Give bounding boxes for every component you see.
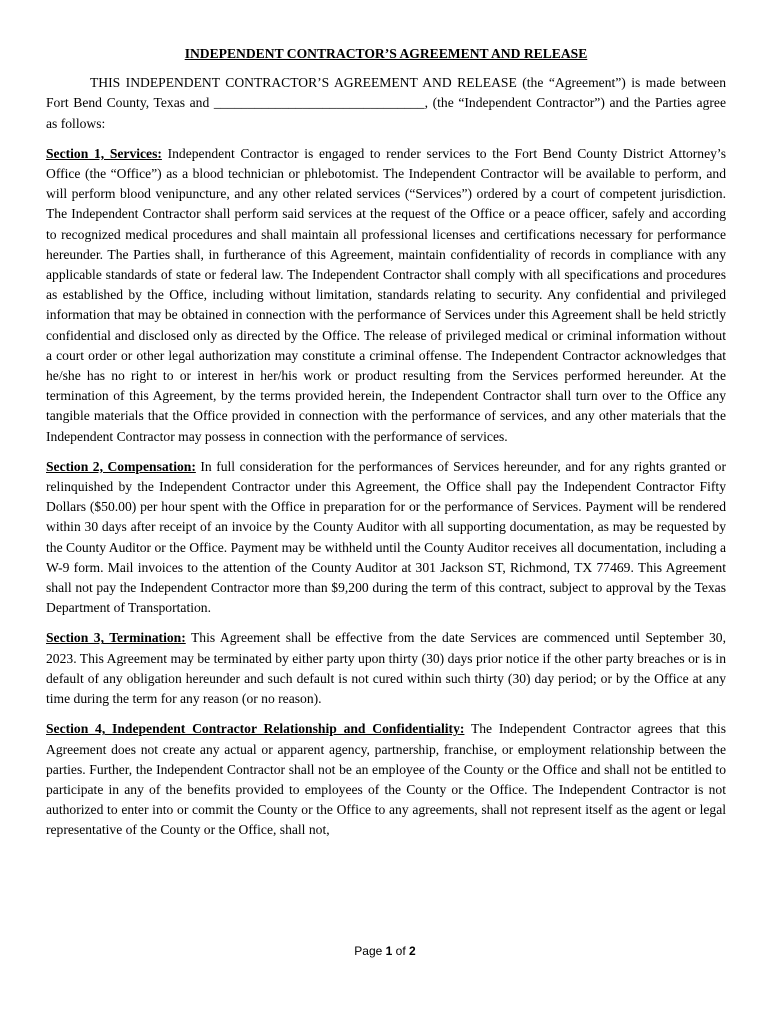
document-title: INDEPENDENT CONTRACTOR’S AGREEMENT AND RELEASE [184,46,588,61]
intro-paragraph: THIS INDEPENDENT CONTRACTOR’S AGREEMENT AND RELEASE (the “Agreement”) is made between Fort Bend County, Texas and _______________________________, (the “Independent Contractor”) and the Parties agree as follows: [46,75,726,131]
page-footer [0,943,770,959]
section-text: Independent Contractor is engaged to render services to the Fort Bend County District Attorney’s Office (the “Office”) as a blood technician or phlebotomist. The Independent Contractor will be available to perform, and will perform blood venipuncture, and any other related services (“Services”) ordered by a court of competent jurisdiction. The Independent Contractor shall perform said services at the request of the Office or a peace officer, safely and according to recognized medical procedures and shall maintain all professional licenses and certifications necessary for performance hereunder. The Parties shall, in furtherance of this Agreement, maintain confidentiality of records in compliance with any applicable standards of state or federal law. The Independent Contractor shall comply with all specifications and procedures as established by the Office, including without limitation, standards relating to security. Any confidential and privileged information that may be obtained in connection with the performance of Services under this Agreement shall be held strictly confidential and disclosed only as directed by the Office. The release of privileged medical or criminal information without a court order or other legal authorization may constitute a criminal offense. The Independent Contractor acknowledges that he/she has no right to or interest in her/his work or product resulting from the Services performed hereunder. At the termination of this Agreement, by the terms provided herein, the Independent Contractor shall turn over to the Office any tangible materials that the Office provided in connection with the performance of services, and any other materials that the Independent Contractor may possess in connection with the performance of services. [46,145,726,444]
section-heading: Section 3, Termination: [46,630,186,646]
section-heading: Section 1, Services: [46,145,162,161]
page-total: 2 [409,944,416,958]
section-relationship [46,719,726,840]
page-label: Page [354,944,383,958]
section-termination [46,628,726,709]
section-services [46,144,726,447]
section-text: This Agreement shall be effective from the date Services are commenced until September 30, 2023. This Agreement may be terminated by either party upon thirty (30) days prior notice if the other party breaches or is in default of any obligation hereunder and such default is not cured within such thirty (30) day period; or by the Office at any time during the term for any reason (or no reason). [46,630,726,707]
document-body [46,44,726,851]
section-compensation [46,457,726,619]
section-heading: Section 4, Independent Contractor Relationship and Confidentiality: [46,721,465,737]
section-text: In full consideration for the performances of Services hereunder, and for any rights granted or relinquished by the Independent Contractor under this Agreement, the Office shall pay the Independent Contractor Fifty Dollars ($50.00) per hour spent with the Office in preparation for or the performance of Services. Payment will be rendered within 30 days after receipt of an invoice by the County Auditor with all supporting documentation, as may be requested by the County Auditor or the Office. Payment may be withheld until the County Auditor receives all documentation, including a W-9 form. Mail invoices to the attention of the County Auditor at 301 Jackson ST, Richmond, TX 77469. This Agreement shall not pay the Independent Contractor more than $9,200 during the term of this contract, subject to approval by the Texas Department of Transportation. [46,458,726,616]
section-text: The Independent Contractor agrees that this Agreement does not create any actual or apparent agency, partnership, franchise, or employment relationship between the parties. Further, the Independent Contractor shall not be an employee of the County or the Office and shall not be entitled to participate in any of the benefits provided to employees of the County or the Office. The Independent Contractor is not authorized to enter into or commit the County or the Office to any agreements, shall not represent itself as the agent or legal representative of the County or the Office, shall not, [46,721,726,838]
section-heading: Section 2, Compensation: [46,458,196,474]
page-number: 1 [385,944,393,958]
of-label: of [395,944,406,958]
